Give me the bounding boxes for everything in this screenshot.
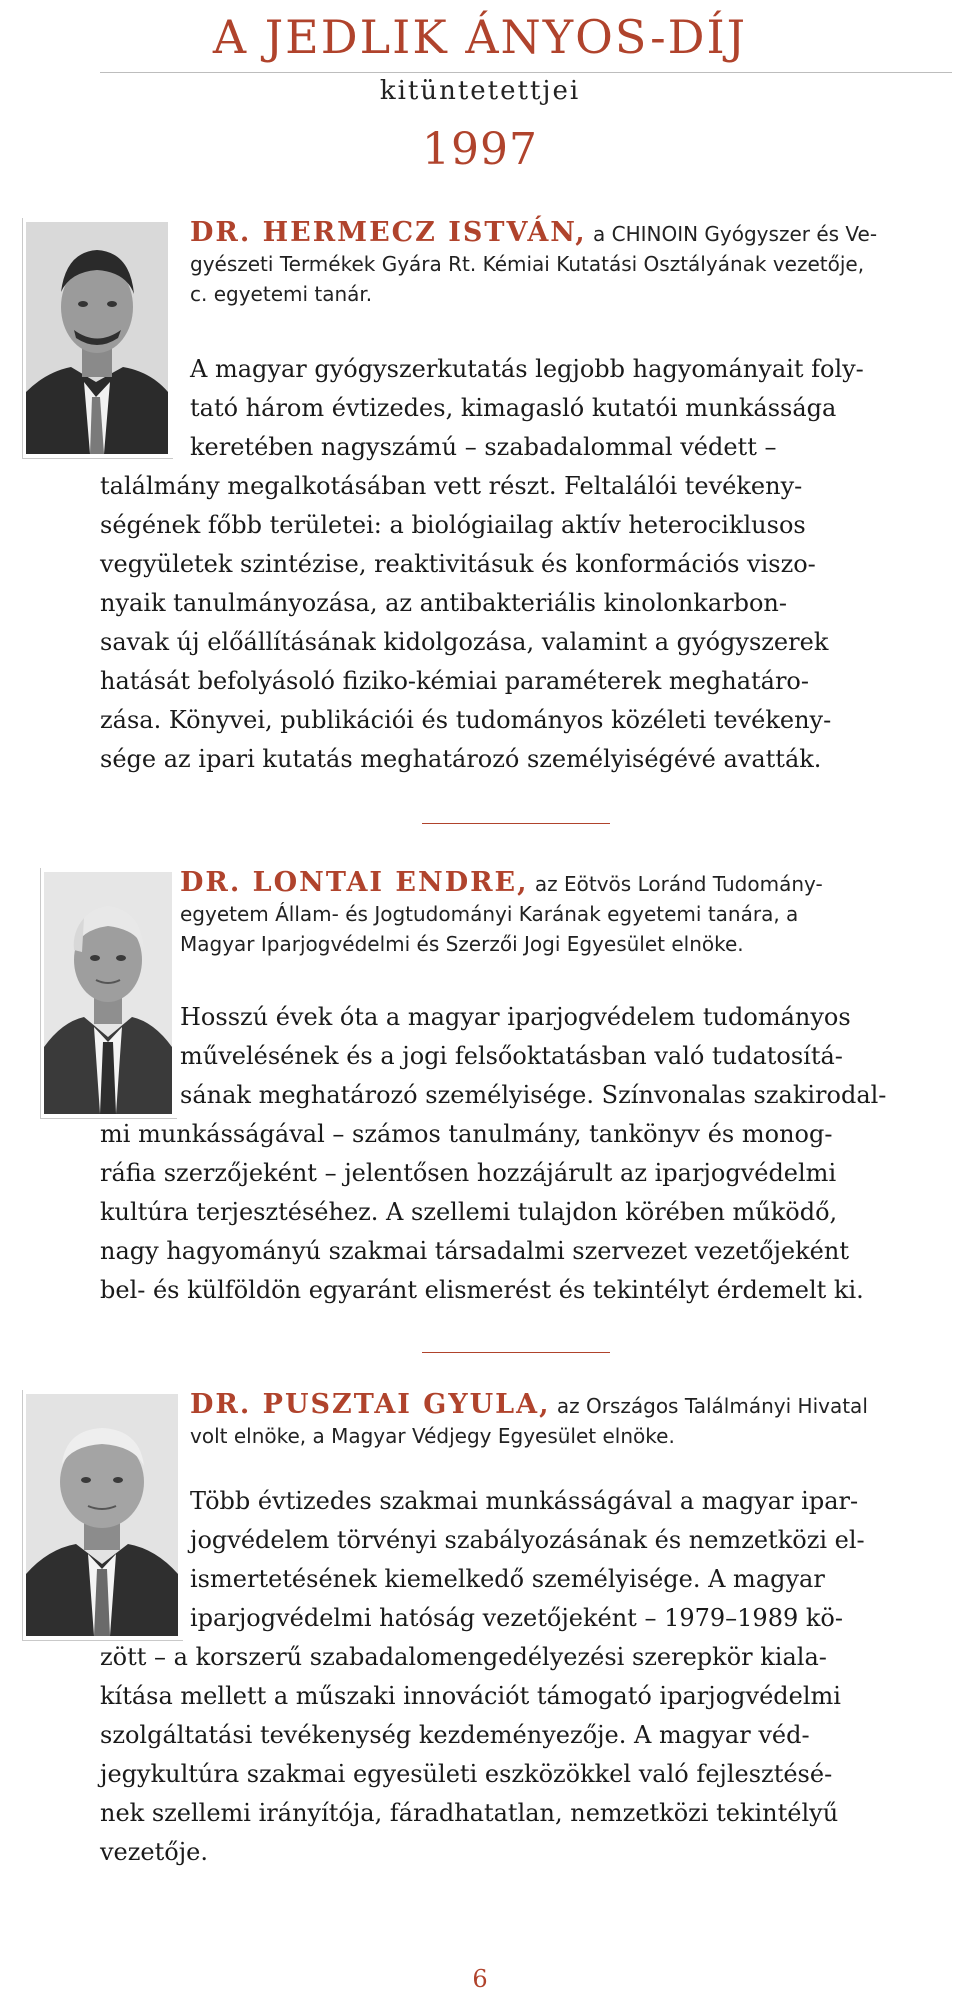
laureate-bio — [190, 1482, 936, 1638]
bio-line: sége az ipari kutatás meghatározó személyiségévé avatták. — [100, 745, 822, 773]
bio-line: jegykultúra szakmai egyesületi eszközökkel való fejlesztésé- — [100, 1760, 833, 1788]
bio-line: vezetője. — [100, 1838, 208, 1866]
bio-line: nek szellemi irányítója, fáradhatatlan, nemzetközi tekintélyű — [100, 1799, 839, 1827]
page-subtitle: kitüntetettjei — [379, 76, 581, 106]
bio-line: savak új előállításának kidolgozása, valamint a gyógyszerek — [100, 628, 829, 656]
bio-line: kultúra terjesztéséhez. A szellemi tulajdon körében működő, — [100, 1198, 838, 1226]
bio-line: művelésének és a jogi felsőoktatásban való tudatosítá- — [180, 1042, 843, 1070]
bio-line: találmány megalkotásában vett részt. Feltalálói tevékeny- — [100, 472, 803, 500]
bio-line: nyaik tanulmányozása, az antibakteriális kinolonkarbon- — [100, 589, 787, 617]
laureate-bio-continued — [100, 1115, 936, 1310]
bio-line: ségének főbb területei: a biológiailag aktív heterociklusos — [100, 511, 806, 539]
bio-line: ráfia szerzőjeként – jelentősen hozzájárult az iparjogvédelmi — [100, 1159, 837, 1187]
intro-line: Magyar Iparjogvédelmi és Szerzői Jogi Egyesület elnöke. — [180, 932, 744, 956]
bio-line: zása. Könyvei, publikációi és tudományos közéleti tevékeny- — [100, 706, 832, 734]
bio-line: Hosszú évek óta a magyar iparjogvédelem tudományos — [180, 1003, 851, 1031]
bio-line: hatását befolyásoló fiziko-kémiai paraméterek meghatáro- — [100, 667, 809, 695]
title-rule — [100, 72, 952, 73]
bio-line: Több évtizedes szakmai munkásságával a magyar ipar- — [190, 1487, 859, 1515]
intro-line: volt elnöke, a Magyar Védjegy Egyesület elnöke. — [190, 1424, 675, 1448]
laureate-intro — [190, 1390, 936, 1451]
page-number: 6 — [472, 1965, 488, 1993]
intro-line: gyészeti Termékek Gyára Rt. Kémiai Kutatási Osztályának vezetője, — [190, 252, 865, 276]
laureate-name: DR. PUSZTAI GYULA, — [190, 1389, 551, 1420]
bio-line: jogvédelem törvényi szabályozásának és nemzetközi el- — [190, 1526, 865, 1554]
page-title: A JEDLIK ÁNYOS-DÍJ — [212, 10, 748, 64]
laureate-name: DR. LONTAI ENDRE, — [180, 867, 529, 898]
laureate-bio-continued — [100, 467, 936, 779]
bio-line: szolgáltatási tevékenység kezdeményezője. A magyar véd- — [100, 1721, 810, 1749]
intro-line: az Eötvös Loránd Tudomány- — [534, 872, 823, 896]
laureate-photo-pusztai — [26, 1394, 178, 1636]
laureate-intro — [190, 218, 936, 309]
laureate-photo-hermecz — [26, 222, 168, 454]
laureate-bio-continued — [100, 1638, 936, 1872]
bio-line: keretében nagyszámú – szabadalommal védett – — [190, 433, 777, 461]
laureate-bio — [180, 998, 936, 1115]
laureate-photo-lontai — [44, 872, 172, 1114]
bio-line: bel- és külföldön egyaránt elismerést és tekintélyt érdemelt ki. — [100, 1276, 864, 1304]
bio-line: A magyar gyógyszerkutatás legjobb hagyományait foly- — [190, 355, 864, 383]
award-year: 1997 — [422, 124, 538, 175]
bio-line: iparjogvédelmi hatóság vezetőjeként – 1979–1989 kö- — [190, 1604, 843, 1632]
laureate-bio — [190, 350, 936, 467]
bio-line: tató három évtizedes, kimagasló kutatói munkássága — [190, 394, 837, 422]
laureate-name: DR. HERMECZ ISTVÁN, — [190, 217, 587, 248]
section-divider — [422, 823, 610, 824]
bio-line: kítása mellett a műszaki innovációt támogató iparjogvédelmi — [100, 1682, 841, 1710]
intro-line: az Országos Találmányi Hivatal — [556, 1394, 868, 1418]
bio-line: vegyületek szintézise, reaktivitásuk és konformációs viszo- — [100, 550, 816, 578]
bio-line: mi munkásságával – számos tanulmány, tankönyv és monog- — [100, 1120, 833, 1148]
bio-line: sának meghatározó személyisége. Színvonalas szakirodal- — [180, 1081, 887, 1109]
bio-line: ismertetésének kiemelkedő személyisége. A magyar — [190, 1565, 825, 1593]
intro-line: a CHINOIN Gyógyszer és Ve- — [592, 222, 878, 246]
bio-line: zött – a korszerű szabadalomengedélyezési szerepkör kiala- — [100, 1643, 827, 1671]
intro-line: egyetem Állam- és Jogtudományi Karának egyetemi tanára, a — [180, 902, 799, 926]
bio-line: nagy hagyományú szakmai társadalmi szervezet vezetőjeként — [100, 1237, 849, 1265]
laureate-intro — [180, 868, 936, 959]
intro-line: c. egyetemi tanár. — [190, 282, 373, 306]
section-divider — [422, 1352, 610, 1353]
